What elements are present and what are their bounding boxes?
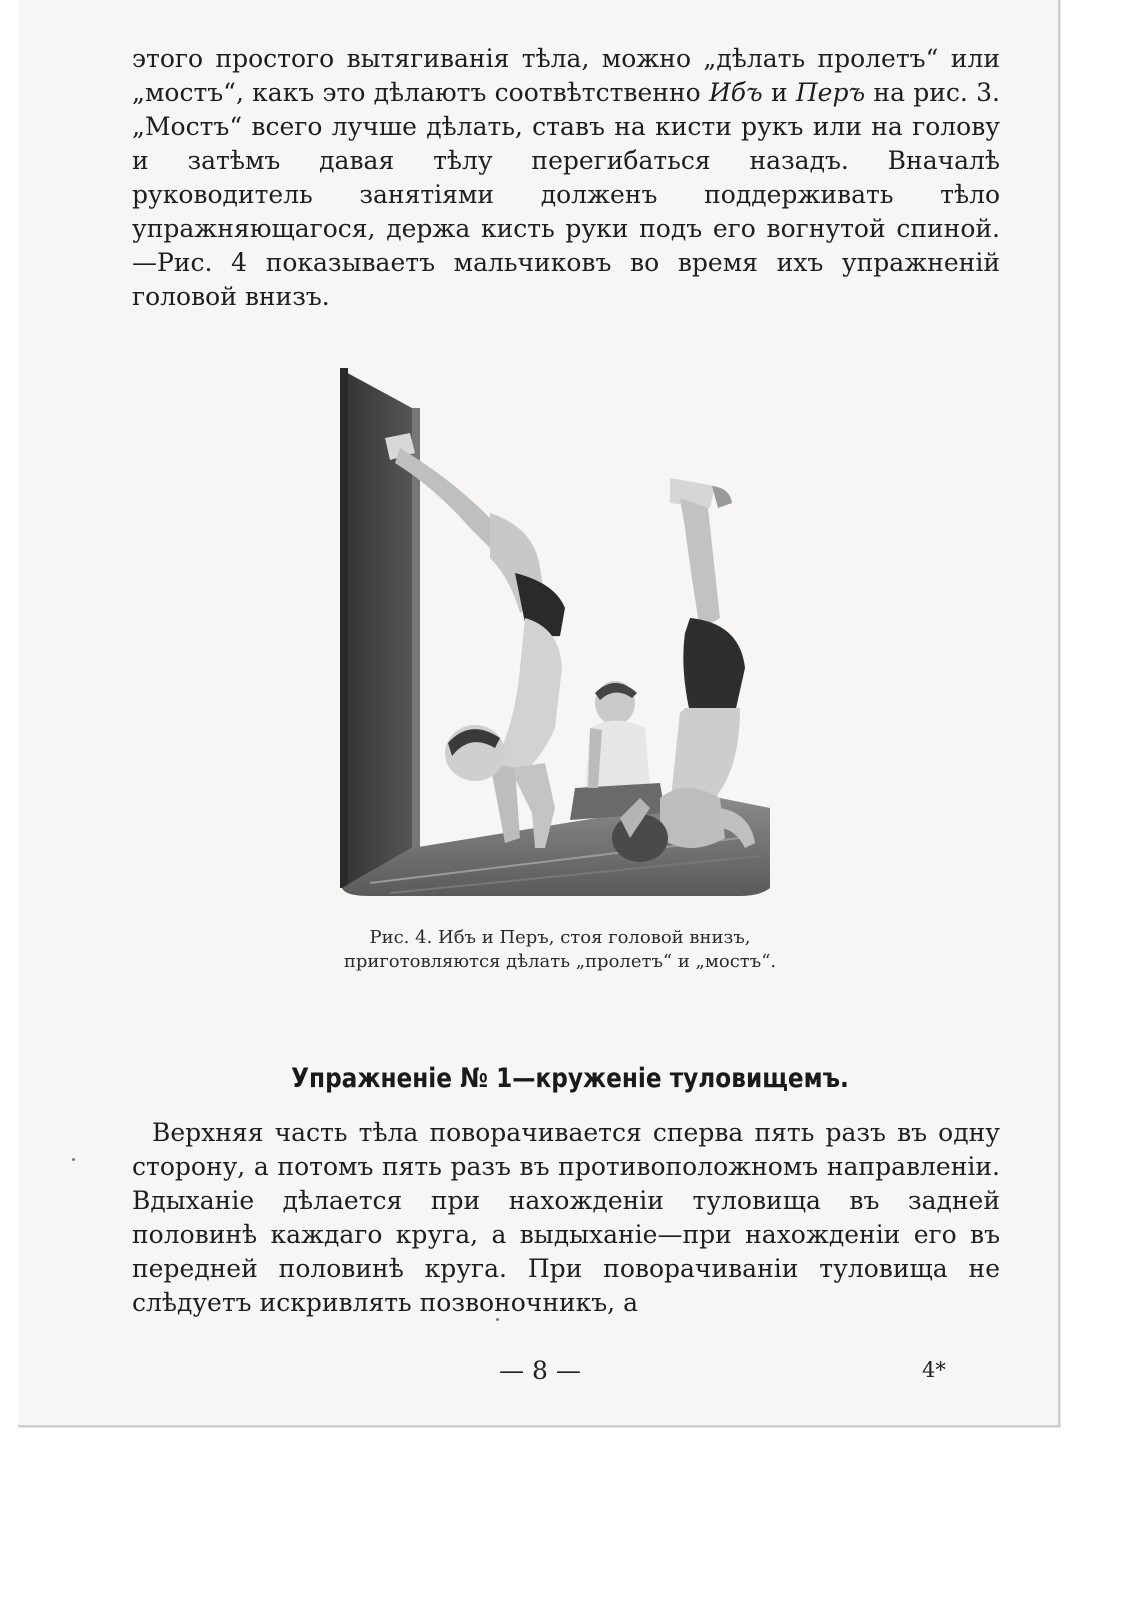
exercise-heading: Упражненіе № 1—круженіе туловищемъ. [291,1063,849,1094]
paragraph-top-rest: на рис. 3. „Мостъ“ всего лучше дѣлать, ставъ на кисти рукъ или на голову и затѣмъ давая тѣлу перегибаться назадъ. Вначалѣ руководитель занятіями долженъ поддерживать тѣло упражняющагося, держа кисть руки подъ его вогнутой спиной.—Рис. 4 показываетъ мальчиковъ во время ихъ упражненій головой внизъ. [132,78,1000,311]
figure-caption: Рис. 4. Ибъ и Перъ, стоя головой внизъ, приготовляются дѣлать „пролетъ“ и „мостъ“. [343,927,777,972]
figure-photo [340,368,785,916]
name-ib: Ибъ [708,78,763,107]
photo-boys-handstand [340,368,785,916]
speck [72,1158,75,1161]
paragraph-top [132,42,1000,314]
conjunction: и [770,78,788,107]
signature-mark: 4* [922,1358,946,1382]
name-per: Перъ [795,78,866,107]
paragraph-top-text: этого простого вытягиванія тѣла, можно „дѣлать пролетъ“ или „мостъ“, какъ это дѣлаютъ соотвѣтственно [132,44,1000,107]
speck [496,1318,499,1321]
paragraph-bottom: Верхняя часть тѣла поворачивается сперва пять разъ въ одну сторону, а потомъ пять разъ въ противоположномъ направленіи. Вдыханіе дѣлается при нахожденіи туловища въ задней половинѣ каждаго круга, а выдыханіе—при нахожденіи его въ передней половинѣ круга. При поворачиваніи туловища не слѣдуетъ искривлять позвоночникъ, а [132,1118,1000,1317]
page-number: — 8 — [499,1356,581,1385]
